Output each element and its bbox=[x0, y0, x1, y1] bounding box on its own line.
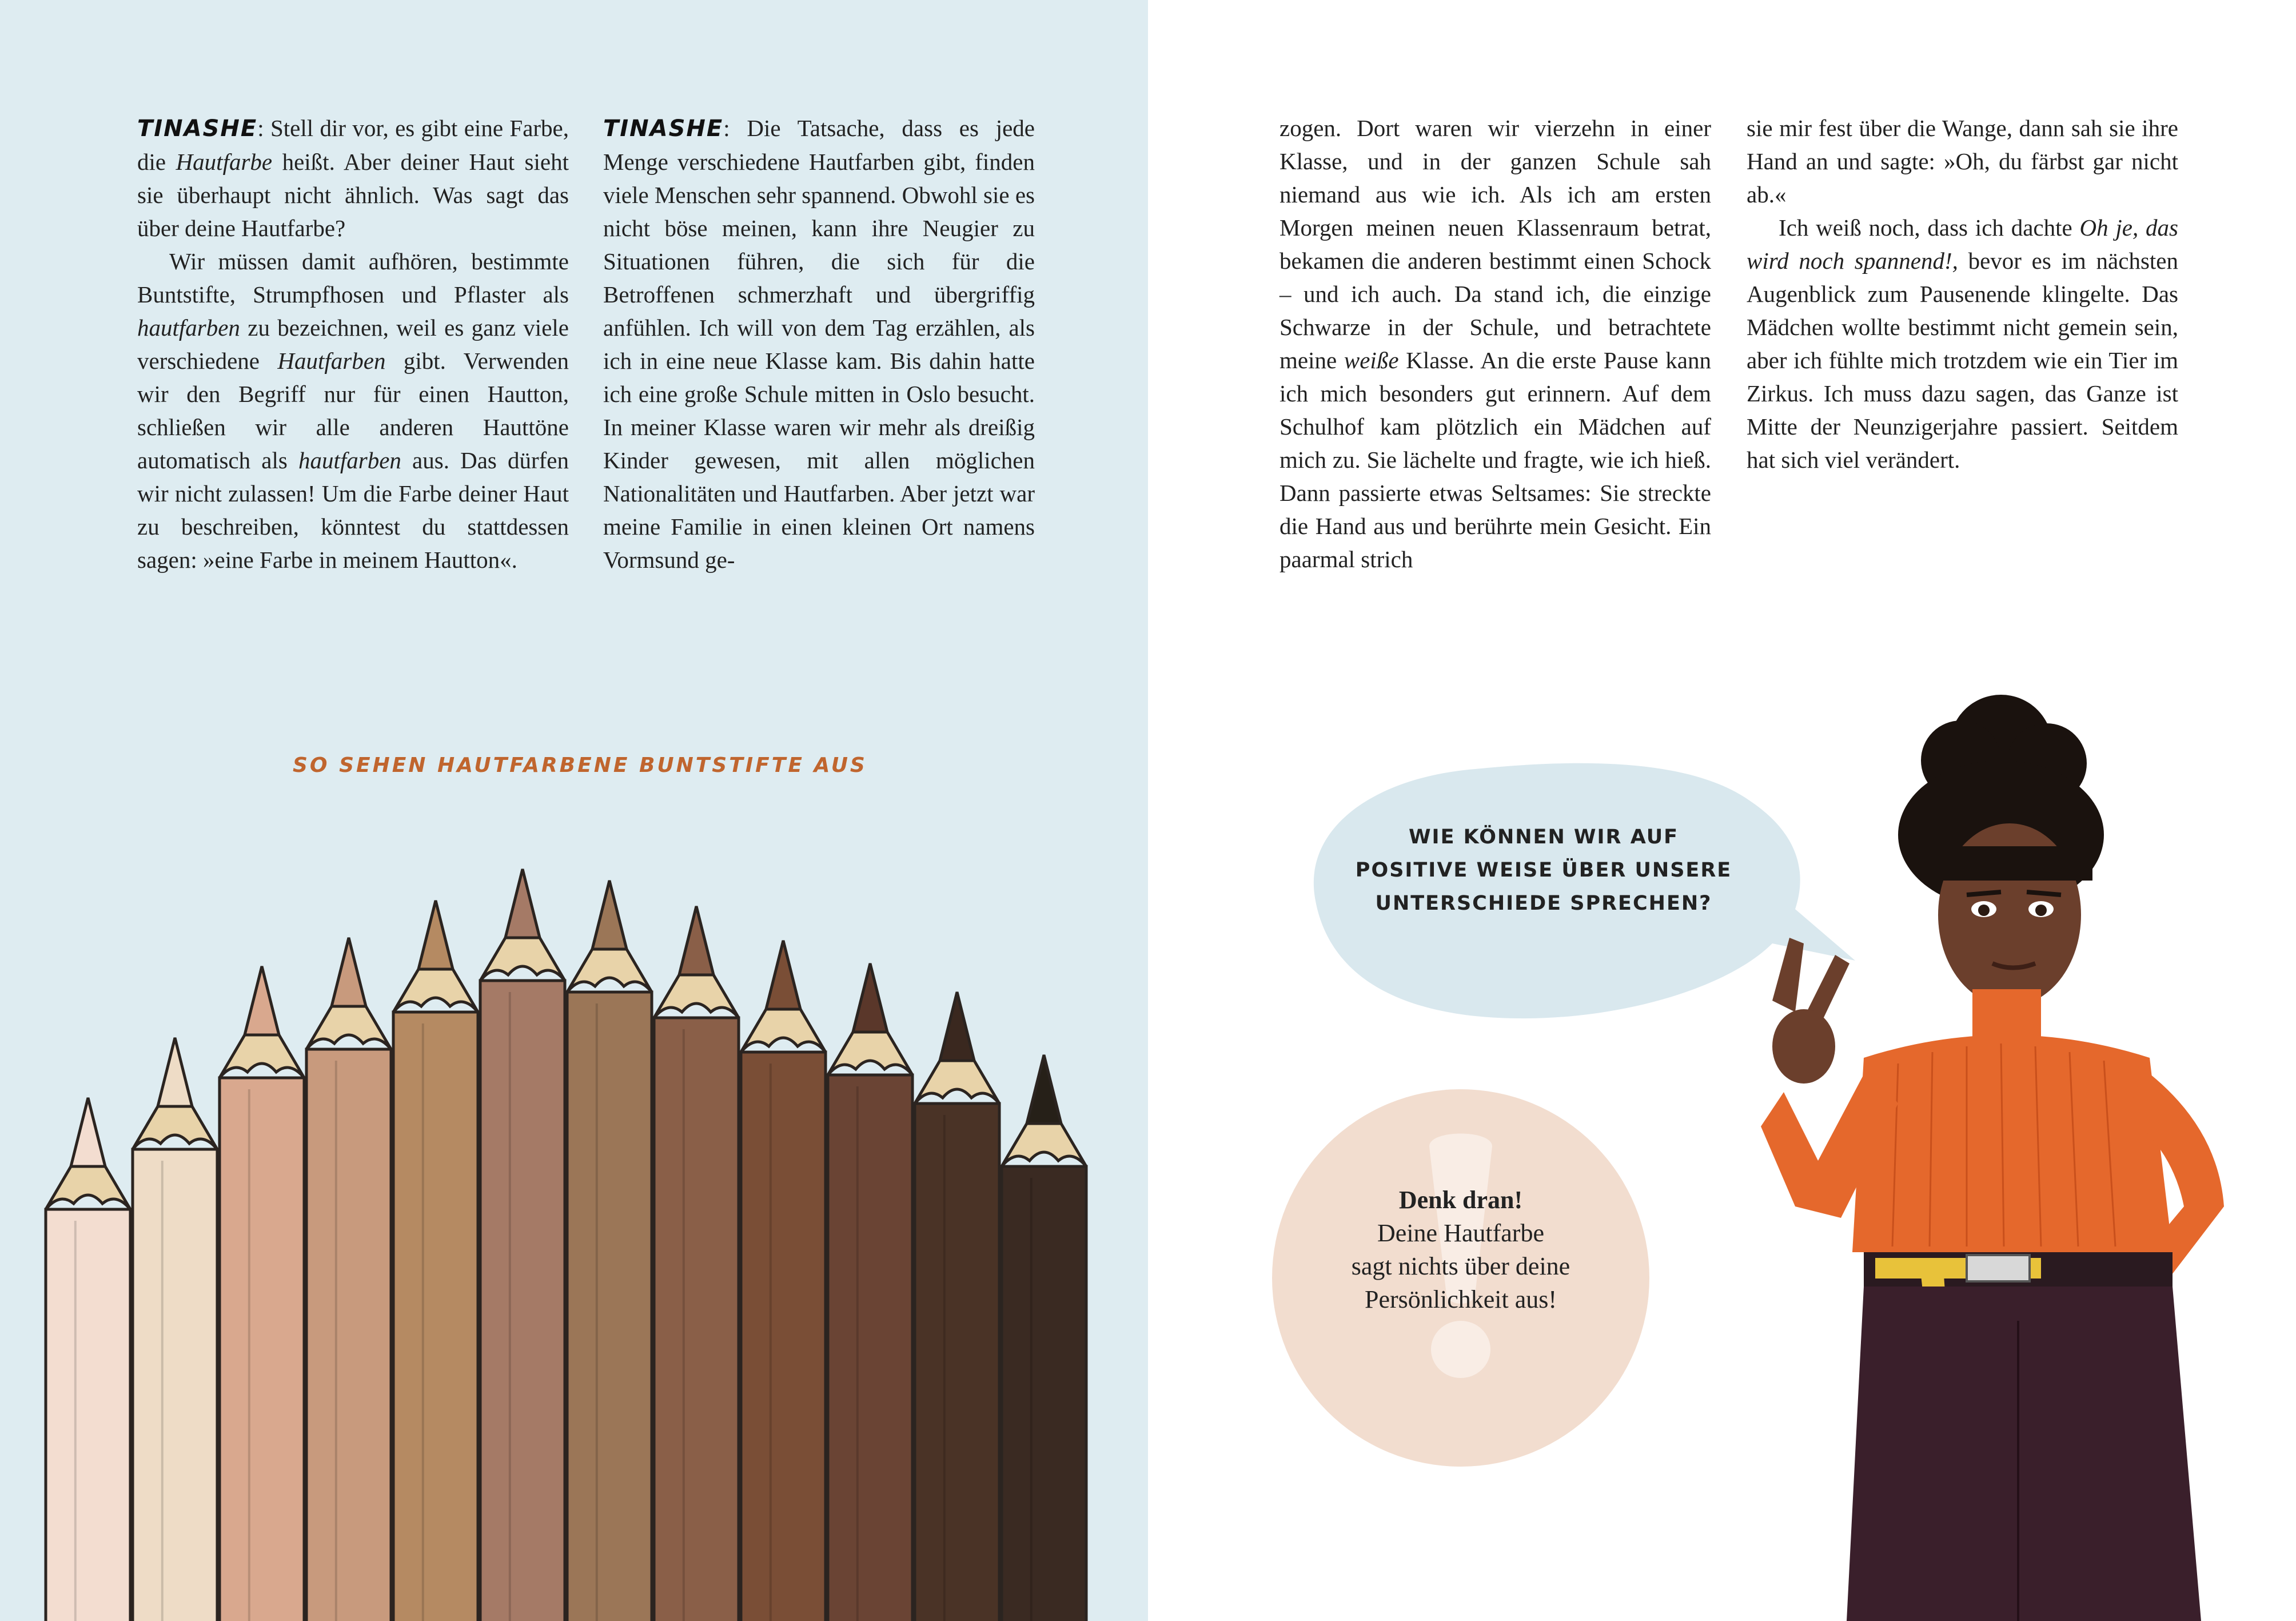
pencil bbox=[1002, 1055, 1086, 1621]
pencils-caption: SO SEHEN HAUTFARBENE BUNTSTIFTE AUS bbox=[293, 754, 867, 777]
speaker-name: TINASHE bbox=[137, 115, 258, 142]
paragraph: zogen. Dort waren wir vierzehn in einer Klasse, und in der ganzen Schule sah niemand aus wie ich. Als ich am ersten Morgen meinen neuen Klassenraum betrat, bekamen die anderen bestimmt einen Schock – und ich auch. Da stand ich, die einzige Schwarze in der Schule, und betrachtete meine weiße Klasse. An die erste Pause kann ich mich besonders gut erinnern. Auf dem Schulhof kam plötzlich ein Mädchen auf mich zu. Sie lächelte und fragte, wie ich hieß. Dann passierte etwas Seltsames: Sie streckte die Hand aus und berührte mein Gesicht. Ein paarmal strich bbox=[1279, 115, 1711, 572]
pencil bbox=[567, 881, 652, 1621]
pencil bbox=[828, 963, 912, 1621]
pencil bbox=[480, 869, 565, 1621]
paragraph: Wir müssen damit aufhören, bestimmte Buntstifte, Strumpfhosen und Pflaster als hautfarben zu bezeichnen, weil es ganz viele verschiedene Hautfarben gibt. Verwenden wir den Begriff nur für einen Hautton, schließen wir alle anderen Hauttöne automatisch als hautfarben aus. Das dürfen wir nicht zulassen! Um die Farbe deiner Haut zu beschreiben, könntest du stattdessen sagen: »eine Farbe in meinem Hautton«. bbox=[137, 248, 569, 573]
pencil bbox=[46, 1098, 130, 1621]
text-column-2 bbox=[603, 111, 1035, 576]
paragraph: TINASHE: Stell dir vor, es gibt eine Farbe, die Hautfarbe heißt. Aber deiner Haut sieht sie überhaupt nicht ähnlich. Was sagt das über deine Hautfarbe? bbox=[137, 115, 569, 241]
pencil bbox=[220, 966, 304, 1621]
pencil bbox=[654, 906, 739, 1621]
speaker-name: TINASHE bbox=[603, 115, 724, 142]
text-column-3 bbox=[1279, 111, 1711, 576]
paragraph: sie mir fest über die Wange, dann sah sie ihre Hand an und sagte: »Oh, du färbst gar nicht ab.« bbox=[1747, 115, 2178, 208]
pencil bbox=[306, 938, 391, 1621]
pencil bbox=[741, 941, 826, 1621]
paragraph: TINASHE: Die Tatsache, dass es jede Menge verschiedene Hautfarben gibt, finden viele Menschen sehr spannend. Obwohl sie es nicht böse meinen, kann ihre Neugier zu Situationen führen, die sich für die Betroffenen schmerzhaft und übergriffig anfühlen. Ich will von dem Tag erzählen, als ich in eine neue Klasse kam. Bis dahin hatte ich eine große Schule mitten in Oslo besucht. In meiner Klasse waren wir mehr als dreißig Kinder gewesen, mit allen möglichen Nationalitäten und Hautfarben. Aber jetzt war meine Familie in einen kleinen Ort namens Vormsund ge- bbox=[603, 115, 1035, 573]
text-column-1 bbox=[137, 111, 569, 576]
speech-bubble-text: WIE KÖNNEN WIR AUF POSITIVE WEISE ÜBER UNSERE UNTERSCHIEDE SPRECHEN? bbox=[1355, 826, 1732, 915]
pencils-illustration bbox=[34, 846, 1121, 1621]
paragraph: Ich weiß noch, dass ich dachte Oh je, das wird noch spannend!, bevor es im nächsten Augenblick zum Pausenende klingelte. Das Mädchen wollte bestimmt nicht gemein sein, aber ich fühlte mich trotzdem wie ein Tier im Zirkus. Ich muss dazu sagen, das Ganze ist Mitte der Neunzigerjahre passiert. Seitdem hat sich viel verändert. bbox=[1747, 214, 2178, 473]
reminder-text: Denk dran! Deine Hautfarbe sagt nichts über deine Persönlichkeit aus! bbox=[1272, 1184, 1649, 1316]
girl-illustration bbox=[1749, 692, 2296, 1621]
text-column-4 bbox=[1747, 111, 2178, 476]
pencil bbox=[915, 992, 999, 1621]
reminder-title: Denk dran! bbox=[1398, 1186, 1523, 1214]
pencil bbox=[133, 1038, 217, 1621]
pencil bbox=[393, 901, 478, 1621]
